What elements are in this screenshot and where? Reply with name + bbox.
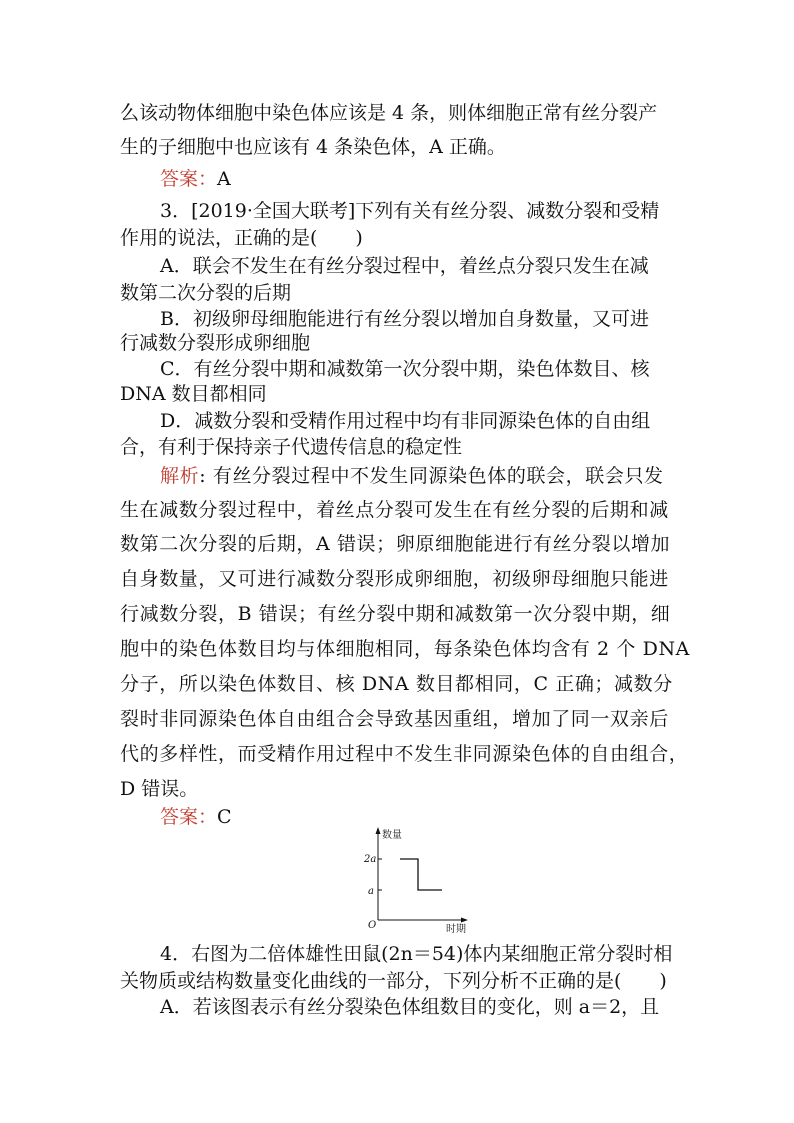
quantity-chart: [360, 824, 480, 934]
chart-svg: [360, 824, 480, 934]
y-axis-arrow: [376, 827, 381, 834]
question-4-title: 4．右图为二倍体雄性田鼠(2n＝54)体内某细胞正常分裂时相: [160, 943, 673, 965]
tick-label-a: a: [368, 886, 374, 897]
option-c-cont: DNA 数目都相同: [120, 383, 267, 405]
option-b-cont: 行减数分裂形成卵细胞: [120, 332, 311, 354]
analysis-line: 胞中的染色体数目均与体细胞相同，每条染色体均含有 2 个 DNA: [120, 638, 690, 660]
analysis-line: 分子，所以染色体数目、核 DNA 数目都相同，C 正确；减数分: [120, 673, 673, 695]
answer-line: [160, 166, 231, 192]
answer-label: 答案：: [160, 168, 218, 190]
text-line: 生的子细胞中也应该有 4 条染色体，A 正确。: [120, 136, 506, 158]
answer-line: [160, 804, 232, 830]
data-line: [400, 859, 442, 890]
analysis-text: : 有丝分裂过程中不发生同源染色体的联会，联会只发: [199, 465, 664, 487]
answer-value: C: [217, 806, 232, 828]
analysis-line: [160, 463, 664, 489]
question-3-title: 3．[2019·全国大联考]下列有关有丝分裂、减数分裂和受精: [160, 200, 660, 222]
analysis-line: 裂时非同源染色体自由组合会导致基因重组，增加了同一双亲后: [120, 708, 669, 730]
question-4-title-cont: 关物质或结构数量变化曲线的一部分，下列分析不正确的是( ): [120, 970, 667, 992]
origin-label: O: [368, 920, 377, 931]
question-3-title-cont: 作用的说法，正确的是( ): [120, 227, 363, 249]
analysis-line: 行减数分裂，B 错误；有丝分裂中期和减数第一次分裂中期，细: [120, 603, 671, 625]
option-a: A．若该图表示有丝分裂染色体组数目的变化，则 a＝2，且: [160, 996, 660, 1018]
x-axis-arrow: [461, 918, 468, 923]
analysis-label: 解析: [160, 465, 200, 487]
y-axis-label: 数量: [382, 830, 402, 841]
option-a-cont: 数第二次分裂的后期: [120, 282, 292, 304]
option-b: B．初级卵母细胞能进行有丝分裂以增加自身数量，又可进: [160, 308, 649, 330]
analysis-line: 代的多样性，而受精作用过程中不发生非同源染色体的自由组合，: [120, 743, 689, 765]
option-c: C．有丝分裂中期和减数第一次分裂中期，染色体数目、核: [160, 358, 650, 380]
option-a: A．联会不发生在有丝分裂过程中，着丝点分裂只发生在减: [160, 255, 649, 277]
option-d: D．减数分裂和受精作用过程中均有非同源染色体的自由组: [160, 410, 651, 432]
text-line: 么该动物体细胞中染色体应该是 4 条，则体细胞正常有丝分裂产: [120, 102, 658, 124]
analysis-line: 生在减数分裂过程中，着丝点分裂可发生在有丝分裂的后期和减: [120, 499, 669, 521]
x-axis-label: 时期: [446, 924, 466, 935]
analysis-line: D 错误。: [120, 778, 199, 800]
option-d-cont: 合，有利于保持亲子代遗传信息的稳定性: [120, 436, 463, 458]
analysis-line: 数第二次分裂的后期，A 错误；卵原细胞能进行有丝分裂以增加: [120, 533, 671, 555]
analysis-line: 自身数量，又可进行减数分裂形成卵细胞，初级卵母细胞只能进: [120, 568, 669, 590]
tick-label-2a: 2a: [364, 854, 377, 865]
answer-label: 答案：: [160, 806, 218, 828]
answer-value: A: [217, 168, 231, 190]
